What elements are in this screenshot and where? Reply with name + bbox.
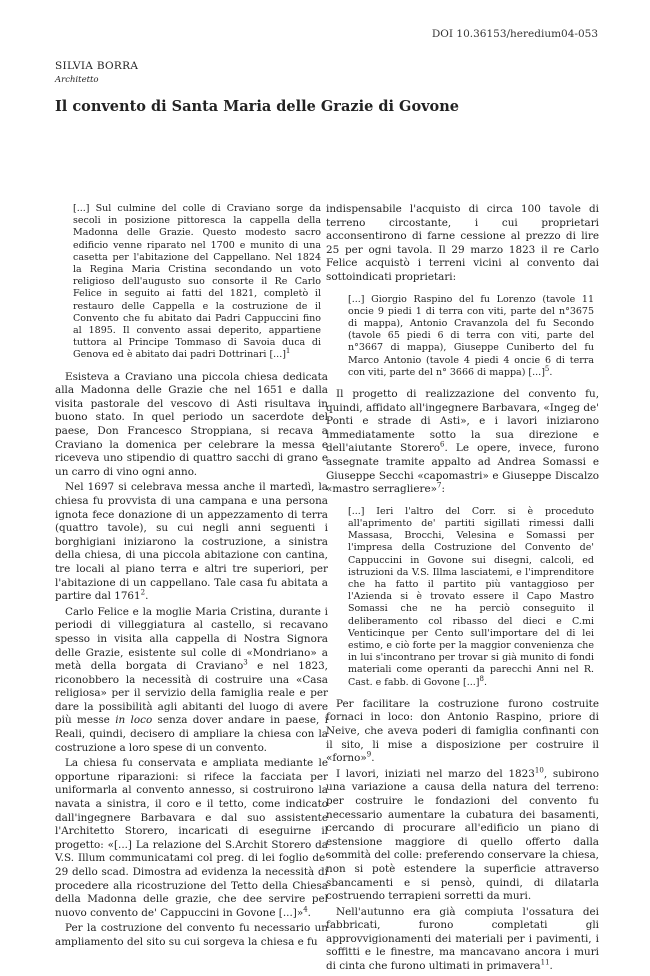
paragraph: La chiesa fu conservata e ampliata mediante le opportune riparazioni: si rifece la facciata per uniformarla al convento annesso, si costruirono la navata a sinistra, il coro e il tetto, come indicato dall'ingegnere Barbavara e dal suo assistente l'Architetto Storero, incaricati di eseguirne il progetto: «[...] La relazione del S.Archit Storero da V.S. Illum communicatami col preg. di lei foglio de' 29 dello scad. Dimostra ad evidenza la necessità di procedere alla ricostruzione del Tetto della Chiesa della Madonna delle grazie, che dee servire pel nuovo convento de' Cappuccini in Govone [...]»$^4$. — [55, 757, 328, 919]
paragraph-text: Per facilitare la costruzione furono costruite fornaci in loco: don Antonio Raspino, priore di Neive, che aveva poderi di famiglia confinanti con il sito, li mise a disposizione per costruire il «forno» — [326, 697, 599, 765]
footnote-ref: 7 — [436, 481, 442, 490]
paragraph-text: . Le opere, invece, furono assegnate tramite appalto ad Andrea Somassi e Giuseppe Secchi «capomastri» e Giuseppe Discalzo «mastro serragliere» — [326, 442, 599, 496]
block-quote: [...] Giorgio Raspino del fu Lorenzo (tavole 11 oncie 9 piedi 1 di terra con viti, parte del n°3675 di mappa), Antonio Cravanzola del fu Secondo (tavole 65 piedi 6 di terra con viti, parte del n°3667 di mappa), Giuseppe Cuniberto del fu Marco Antonio (tavole 4 piedi 4 oncie 6 di terra con viti, parte del n° 3666 di mappa) [...]$^5$. — [348, 293, 594, 378]
paragraph — [55, 922, 328, 949]
footnote-ref: 10 — [534, 766, 544, 775]
footnote-ref: 3 — [243, 658, 248, 667]
footnote-ref: 9 — [366, 750, 372, 759]
quote-text: [...] Giorgio Raspino del fu Lorenzo (tavole 11 oncie 9 piedi 1 di terra con viti, parte del n°3675 di mappa), Antonio Cravanzola del fu Secondo (tavole 65 piedi 6 di terra con viti, parte del n°3667 di mappa), Giuseppe Cuniberto del fu Marco Antonio (tavole 4 piedi 4 oncie 6 di terra con viti, parte del n° 3666 di mappa) [...] — [348, 293, 594, 378]
quote-text: [...] Sul culmine del colle di Craviano sorge da secoli in posizione pittoresca la cappella della Madonna delle Grazie. Questo modesto sacro edificio venne riparato nel 1700 e munito di una casetta per l'abitazione del Cappellano. Nel 1824 la Regina Maria Cristina secondando un voto religioso dell'augusto suo consorte il Re Carlo Felice in seguito ai fatti del 1821, completò il restauro delle Cappella e la costruzione de il Convento che fu abitato dai Padri Cappuccini fino al 1895. Il convento assai deperito, appartiene tuttora al Principe Tommaso di Savoia duca di Genova ed è abitato dai padri Dottrinari [...] — [73, 203, 321, 361]
article-title: Il convento di Santa Maria delle Grazie di Govone — [55, 98, 459, 115]
footnote-ref: 8 — [479, 674, 484, 683]
paragraph-text: Nell'autunno era già compiuta l'ossatura dei fabbricati, furono completati gli approvvigionamenti dei materiali per i pavimenti, i soffitti e le finestre, ma mancavano ancora i muri di cinta che furono ultimati in primavera — [326, 905, 599, 973]
footnote-ref: 4 — [303, 905, 308, 914]
paragraph-text: Il progetto di realizzazione del convento fu, quindi, affidato all'ingegnere Barbavara, «Ingeg de' Ponti e strade di Asti», e i lavori iniziarono immediatamente sotto la sua direzione e dell'aiutante Storero — [326, 387, 599, 455]
paragraph-text: indispensabile l'acquisto di circa 100 tavole di terreno circostante, i cui proprietari acconsentirono di farne cessione al prezzo di lire 25 per ogni tavola. Il 29 marzo 1823 il re Carlo Felice acquistò i terreni vicini al convento dai sottoindicati proprietari: — [326, 203, 599, 283]
quote-text: [...] Ieri l'altro del Corr. si è proceduto all'aprimento de' partiti sigillati rimessi dalli Massasa, Brocchi, Velesina e Somassi per l'impresa della Costruzione del Convento de' Cappuccini in Govone sui disegni, calcoli, ed istruzioni da V.S. Illma lasciatemi, e l'imprenditore che ha fatto il partito più vantaggioso per l'Azienda si è trovato essere il Capo Mastro Somassi che ne ha perciò conseguito il deliberamento col ribasso del dieci e C.mi Venticinque per Cento sull'importare del di lei estimo, e ciò forte per la maggior convenienza che in lui s'incontrano per trovar si già munito di fondi materiali come operanti da parecchi Anni nel R. Cast. e fabb. di Govone [...] — [348, 505, 594, 688]
right-column — [326, 203, 599, 976]
doi-label: DOI 10.36153/heredium04-053 — [431, 28, 598, 40]
author-name: SILVIA BORRA — [55, 60, 139, 72]
paragraph — [55, 371, 328, 480]
footnote-ref: 1 — [285, 347, 291, 356]
block-quote: [...] Ieri l'altro del Corr. si è proceduto all'aprimento de' partiti sigillati rimessi dalli Massasa, Brocchi, Velesina e Somassi per l'impresa della Costruzione del Convento de' Cappuccini in Govone sui disegni, calcoli, ed istruzioni da V.S. Illma lasciatemi, e l'imprenditore che ha fatto il partito più vantaggioso per l'Azienda si è trovato essere il Capo Mastro Somassi che ne ha perciò conseguito il deliberamento col ribasso del dieci e C.mi Venticinque per Cento sull'importare del di lei estimo, e ciò forte per la maggior convenienza che in lui s'incontrano per trovar si già munito di fondi materiali come operanti da parecchi Anni nel R. Cast. e fabb. di Govone [...]$^8$. — [348, 505, 594, 688]
block-quote — [73, 203, 321, 362]
paragraph-text: , subirono una variazione a causa della natura del terreno: per costruire le fondazioni del convento fu necessario aumentare la cubatura dei basamenti, cercando di procurare all'edificio un piano di estensione maggiore di quello offerto dalla sommità del colle: preferendo conservare la chiesa, non si potè estendere la superficie attraverso sbancamenti e si pensò, quindi, di dilatarla costruendo terrapieni sorretti da muri. — [326, 767, 599, 903]
paragraph-text: I lavori, iniziati nel marzo del 1823 — [336, 767, 535, 780]
left-column — [55, 203, 328, 952]
paragraph-text: Esisteva a Craviano una piccola chiesa dedicata alla Madonna delle Grazie che nel 1651 e dalla visita pastorale del vescovo di Asti risultava in buono stato. In quel periodo un sacerdote del paese, Don Francesco Stroppiana, si recava a Craviano la domenica per celebrare la messa e riceveva uno stipendio di quattro sacchi di grano e un carro di vino ogni anno. — [55, 370, 328, 478]
paragraph-text: La chiesa fu conservata e ampliata mediante le opportune riparazioni: si rifece la facciata per uniformarla al convento annesso, si costruirono la navata a sinistra, il coro e il tetto, come indicato dall'ingegnere Barbavara e dal suo assistente l'Architetto Storero, incaricati di eseguirne il progetto: «[...] La relazione del S.Archit Storero da V.S. Illum communicatami col preg. di lei foglio de' 29 dello scad. Dimostra ad evidenza la necessità di procedere alla ricostruzione del Tetto della Chiesa della Madonna delle grazie, che dee servire pel nuovo convento de' Cappuccini in Govone [...]» — [55, 757, 328, 919]
paragraph — [326, 203, 599, 285]
paragraph-text: Nel 1697 si celebrava messa anche il martedì, la chiesa fu provvista di una campana e una persona ignota fece donazione di un appezzamento di terra (quattro tavole), su cui negli anni seguenti i borghigiani iniziarono la costruzione, a sinistra della chiesa, di una piccola abitazione con cantina, tre locali al piano terra e altri tre superiori, per l'abitazione di un cappellano. Tale casa fu abitata a partire dal 1761 — [55, 481, 328, 603]
paragraph — [326, 768, 599, 904]
paragraph-text: senza dover andare in paese, i Reali, quindi, decisero di ampliare la chiesa con la costruzione a loro spese di un convento. — [55, 714, 328, 754]
paragraph: Nell'autunno era già compiuta l'ossatura dei fabbricati, furono completati gli approvvigionamenti dei materiali per i pavimenti, i soffitti e le finestre, ma mancavano ancora i muri di cinta che furono ultimati in primavera$^{11}$. — [326, 905, 599, 973]
paragraph-text: Per la costruzione del convento fu necessario un ampliamento del sito su cui sorgeva la chiesa e fu — [55, 922, 328, 948]
footnote-ref: 5 — [544, 364, 550, 373]
paragraph: Il progetto di realizzazione del convento fu, quindi, affidato all'ingegnere Barbavara, «Ingeg de' Ponti e strade di Asti», e i lavori iniziarono immediatamente sotto la sua direzione e dell'aiutante Storero$^6$. Le opere, invece, furono assegnate tramite appalto ad Andrea Somassi e Giuseppe Secchi «capomastri» e Giuseppe Discalzo «mastro serragliere»$^7$: — [326, 387, 599, 496]
paragraph-text: e nel 1823, riconobbero la necessità di costruire una «Casa religiosa» per il servizio della famiglia reale e per dare la possibilità agli abitanti del luogo di avere più messe — [55, 660, 328, 727]
paragraph — [55, 606, 328, 756]
italic-text: in loco — [115, 714, 153, 727]
footnote-ref: 11 — [540, 958, 550, 967]
footnote-ref: 6 — [439, 440, 445, 449]
footnote-ref: 2 — [140, 588, 146, 597]
paragraph: Nel 1697 si celebrava messa anche il martedì, la chiesa fu provvista di una campana e una persona ignota fece donazione di un appezzamento di terra (quattro tavole), su cui negli anni seguenti i borghigiani iniziarono la costruzione, a sinistra della chiesa, di una piccola abitazione con cantina, tre locali al piano terra e altri tre superiori, per l'abitazione di un cappellano. Tale casa fu abitata a partire dal 1761$^2$. — [55, 481, 328, 603]
paragraph-text: Carlo Felice e la moglie Maria Cristina, durante i periodi di villeggiatura al castello, si recavano spesso in visita alla cappella di Nostra Signora delle Grazie, esistente sul colle di «Mondriano» a metà della borgata di Craviano — [55, 605, 328, 673]
author-role: Architetto — [55, 75, 99, 85]
paragraph: Per facilitare la costruzione furono costruite fornaci in loco: don Antonio Raspino, priore di Neive, che aveva poderi di famiglia confinanti con il sito, li mise a disposizione per costruire il «forno»$^9$. — [326, 697, 599, 765]
